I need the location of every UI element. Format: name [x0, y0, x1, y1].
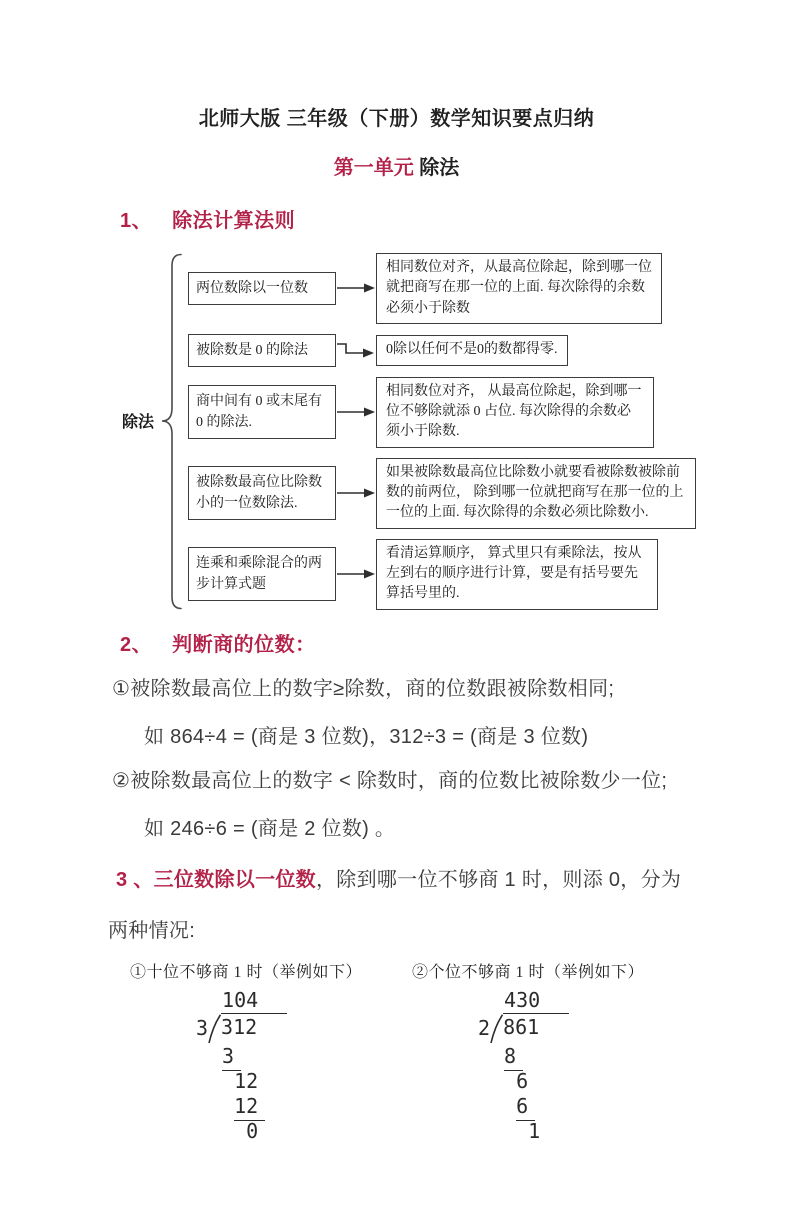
section2-heading [0, 628, 793, 657]
case-ones [412, 959, 644, 1144]
division-step-line: 12 [222, 1094, 362, 1119]
rule-point-1: ①被除数最高位上的数字≥除数，商的位数跟被除数相同; [112, 677, 615, 700]
brace-icon [160, 253, 184, 610]
diagram-row [188, 253, 722, 324]
rule-example-2: 如 246÷6 = (商是 2 位数) 。 [144, 817, 396, 840]
arrow-right-icon [336, 280, 376, 296]
section1-title: 除法计算法则 [172, 210, 296, 232]
division-steps [504, 1044, 644, 1144]
quotient: 430 [504, 987, 541, 1012]
diagram-row [188, 334, 722, 367]
diagram-topic-box: 被除数是 0 的除法 [188, 334, 336, 367]
division-step-line: 1 [528, 1118, 541, 1143]
rule-example-1: 如 864÷4 = (商是 3 位数)，312÷3 = (商是 3 位数) [144, 725, 589, 748]
page-title: 北师大版 三年级（下册）数学知识要点归纳 [198, 108, 595, 130]
section3-rest: ，除到哪一位不够商 1 时，则添 0，分为 [315, 868, 682, 891]
diagram-topic-box: 两位数除以一位数 [188, 272, 336, 305]
section1-heading [0, 204, 793, 233]
diagram-desc-box: 0除以任何不是0的数都得零. [376, 335, 568, 365]
rule-point-2: ②被除数最高位上的数字 < 除数时，商的位数比被除数少一位; [112, 769, 668, 792]
long-division-861-by-2 [478, 988, 644, 1144]
division-step-line: 6 [516, 1068, 529, 1093]
section2-title: 判断商的位数： [172, 633, 316, 656]
division-bracket-row [196, 1013, 362, 1044]
unit-name: 除法 [419, 157, 460, 179]
diagram-desc-box: 如果被除数最高位比除数小就要看被除数被除前数的前两位， 除到哪一位就把商写在那一位的上一位的上面. 每次除得的余数必须比除数小. [376, 458, 696, 529]
division-bracket-icon [490, 1014, 504, 1044]
dividend: 861 [503, 1013, 569, 1040]
division-step-line: 12 [234, 1068, 259, 1093]
division-step-line: 3 [222, 1044, 362, 1069]
section2-number: 2、 [120, 633, 153, 656]
division-bracket-icon [208, 1014, 222, 1044]
case-ones-caption: ②个位不够商 1 时（举例如下） [412, 963, 645, 981]
diagram-desc-box: 看清运算顺序， 算式里只有乘除法，按从左到右的顺序进行计算，要是有括号要先算括号里的. [376, 539, 658, 610]
division-bracket-row [478, 1013, 644, 1044]
case-tens-caption: ①十位不够商 1 时（举例如下） [130, 963, 363, 981]
divisor: 3 [196, 1015, 209, 1040]
diagram-topic-box: 商中间有 0 或末尾有 0 的除法. [188, 385, 336, 439]
division-steps [222, 1044, 362, 1144]
quotient: 104 [222, 987, 259, 1012]
diagram-row [188, 539, 722, 610]
section3-heading-line [0, 863, 793, 892]
diagram-root-label: 除法 [122, 414, 155, 431]
diagram-row [188, 458, 722, 529]
arrow-right-icon [336, 339, 376, 361]
division-step-line: 0 [246, 1118, 259, 1143]
long-division-examples [0, 959, 793, 1144]
unit-subtitle [0, 151, 793, 180]
section3-title: 3 、三位数除以一位数 [116, 868, 316, 891]
division-step-line: 6 [504, 1094, 644, 1119]
diagram-desc-box: 相同数位对齐，从最高位除起，除到哪一位就把商写在那一位的上面. 每次除得的余数必须小于除数 [376, 253, 662, 324]
diagram-topic-box: 连乘和乘除混合的两步计算式题 [188, 547, 336, 601]
arrow-right-icon [336, 485, 376, 501]
case-tens [130, 959, 362, 1144]
division-rules-diagram [122, 253, 722, 610]
diagram-desc-box: 相同数位对齐， 从最高位除起，除到哪一位不够除就添 0 占位. 每次除得的余数必须小于除数. [376, 377, 654, 448]
section3-line2: 两种情况: [108, 919, 196, 942]
divisor: 2 [478, 1015, 491, 1040]
division-step-line: 8 [504, 1044, 644, 1069]
arrow-right-icon [336, 566, 376, 582]
dividend: 312 [221, 1013, 287, 1040]
diagram-row [188, 377, 722, 448]
arrow-right-icon [336, 404, 376, 420]
diagram-rows [188, 253, 722, 610]
section1-number: 1、 [120, 210, 153, 232]
long-division-312-by-3 [196, 988, 362, 1144]
diagram-topic-box: 被除数最高位比除数小的一位数除法. [188, 466, 336, 520]
unit-label: 第一单元 [333, 157, 414, 179]
